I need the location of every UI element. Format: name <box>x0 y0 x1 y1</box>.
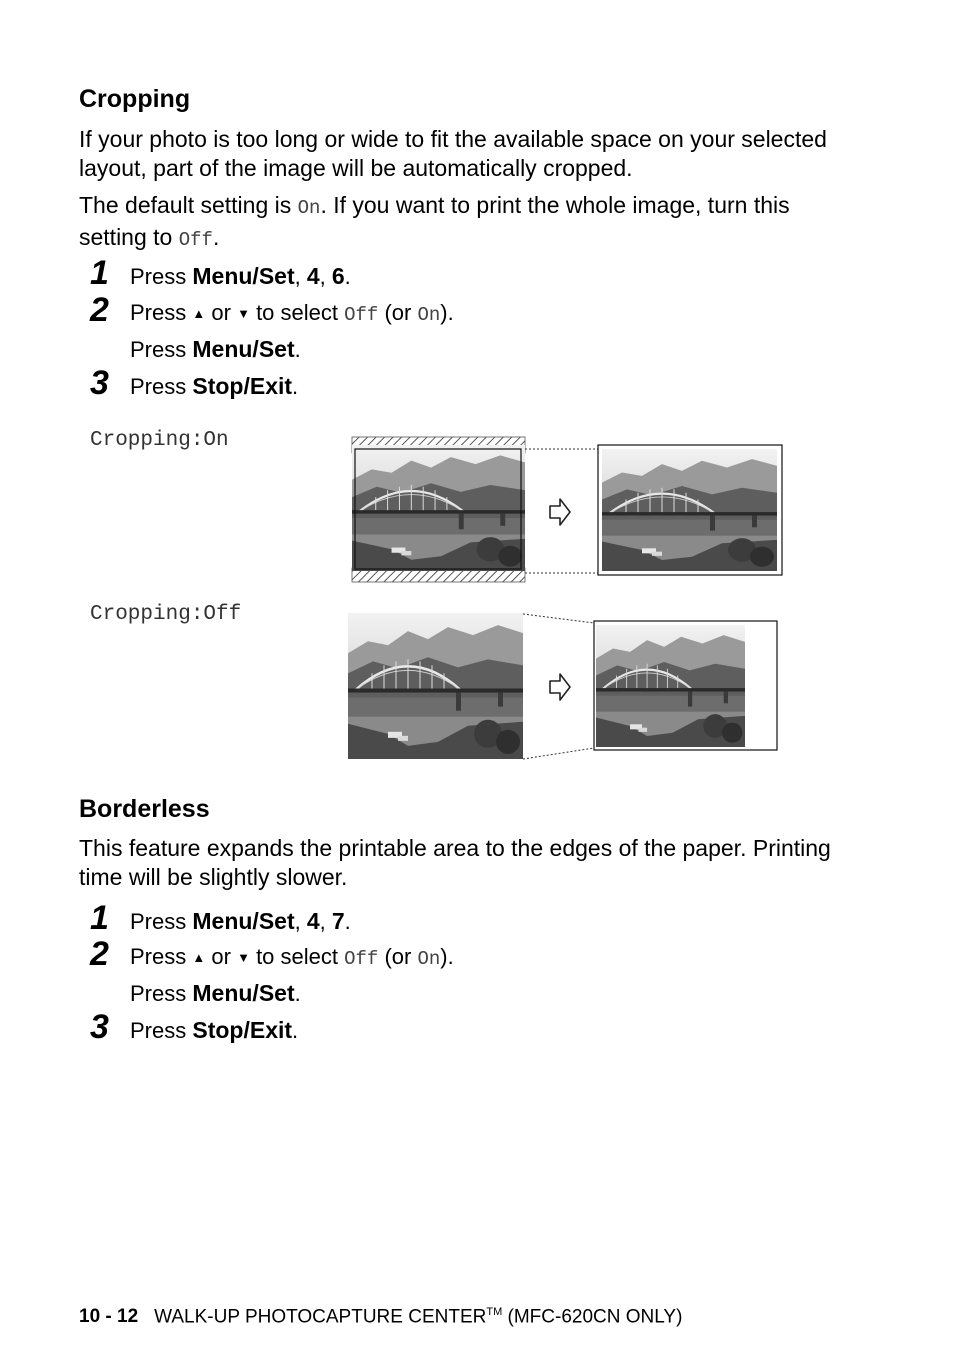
text: . <box>212 224 220 250</box>
key-6: 6 <box>331 263 345 289</box>
key-4: 4 <box>306 908 320 934</box>
step-1-text: Press Menu/Set, 4, 7. <box>130 908 351 934</box>
key-4: 4 <box>306 263 320 289</box>
down-arrow-icon: ▼ <box>237 950 250 965</box>
step-2-text: Press ▲ or ▼ to select Off (or On). <box>130 300 454 326</box>
section-heading-cropping: Cropping <box>79 85 191 113</box>
text: . If you want to print the whole image, turn this setting to <box>79 192 790 250</box>
cropping-illustration <box>340 430 800 770</box>
text: Press <box>130 1018 187 1043</box>
footer-model: (MFC-620CN ONLY) <box>507 1306 683 1328</box>
key-stop-exit: Stop/Exit <box>192 373 293 399</box>
key-menu-set: Menu/Set <box>192 908 295 934</box>
value-off: Off <box>344 304 379 326</box>
lcd-label-cropping-on: Cropping:On <box>90 429 229 452</box>
value-on: On <box>417 948 441 970</box>
step-2-text-b: Press Menu/Set. <box>130 980 301 1006</box>
key-menu-set: Menu/Set <box>192 336 295 362</box>
text: Press <box>130 300 187 325</box>
value-on: On <box>417 304 441 326</box>
step-number: 3 <box>90 1008 109 1046</box>
step-2-text-b: Press Menu/Set. <box>130 336 301 362</box>
value-off: Off <box>178 229 213 251</box>
cropping-default-note <box>79 191 839 255</box>
key-menu-set: Menu/Set <box>192 263 295 289</box>
text: Press <box>130 374 187 399</box>
text: Press <box>130 909 187 934</box>
text: or <box>211 300 231 325</box>
lcd-label-cropping-off: Cropping:Off <box>90 603 242 626</box>
arrow-right-icon <box>550 499 570 525</box>
text: Press <box>130 264 187 289</box>
text: or <box>391 944 412 969</box>
step-3-text: Press Stop/Exit. <box>130 1017 299 1043</box>
up-arrow-icon: ▲ <box>192 306 206 321</box>
step-number: 1 <box>90 899 109 937</box>
trademark: TM <box>486 1306 503 1318</box>
key-7: 7 <box>331 908 345 934</box>
text: or <box>211 944 231 969</box>
text: Press <box>130 944 187 969</box>
footer-title: WALK-UP PHOTOCAPTURE CENTER <box>154 1306 487 1328</box>
text: The default setting is <box>79 192 298 218</box>
up-arrow-icon: ▲ <box>192 950 206 965</box>
cropping-description: If your photo is too long or wide to fit the available space on your selected layout, part of the image will be automatically cropped. <box>79 126 827 181</box>
down-arrow-icon: ▼ <box>237 306 250 321</box>
step-number: 3 <box>90 364 109 402</box>
source-photo-full <box>348 613 523 759</box>
step-2-text: Press ▲ or ▼ to select Off (or On). <box>130 944 454 970</box>
section-heading-borderless: Borderless <box>79 795 210 823</box>
step-number: 1 <box>90 254 109 292</box>
value-off: Off <box>344 948 379 970</box>
text: Press <box>130 981 187 1006</box>
text: or <box>391 300 412 325</box>
step-3-text: Press Stop/Exit. <box>130 373 299 399</box>
text: to select <box>256 300 338 325</box>
source-photo-cropped <box>352 437 525 582</box>
key-stop-exit: Stop/Exit <box>192 1017 293 1043</box>
printed-photo-cropped <box>598 445 782 575</box>
value-on: On <box>297 197 321 219</box>
printed-photo-full <box>594 621 777 750</box>
arrow-right-icon <box>550 674 570 700</box>
step-1-text: Press Menu/Set, 4, 6. <box>130 263 351 289</box>
text: Press <box>130 337 187 362</box>
key-menu-set: Menu/Set <box>192 980 295 1006</box>
page-footer <box>79 1300 682 1329</box>
step-number: 2 <box>90 935 109 973</box>
text: to select <box>256 944 338 969</box>
step-number: 2 <box>90 291 109 329</box>
borderless-description: This feature expands the printable area to the edges of the paper. Printing time will be slightly slower. <box>79 835 831 890</box>
page-number: 10 - 12 <box>79 1306 139 1328</box>
